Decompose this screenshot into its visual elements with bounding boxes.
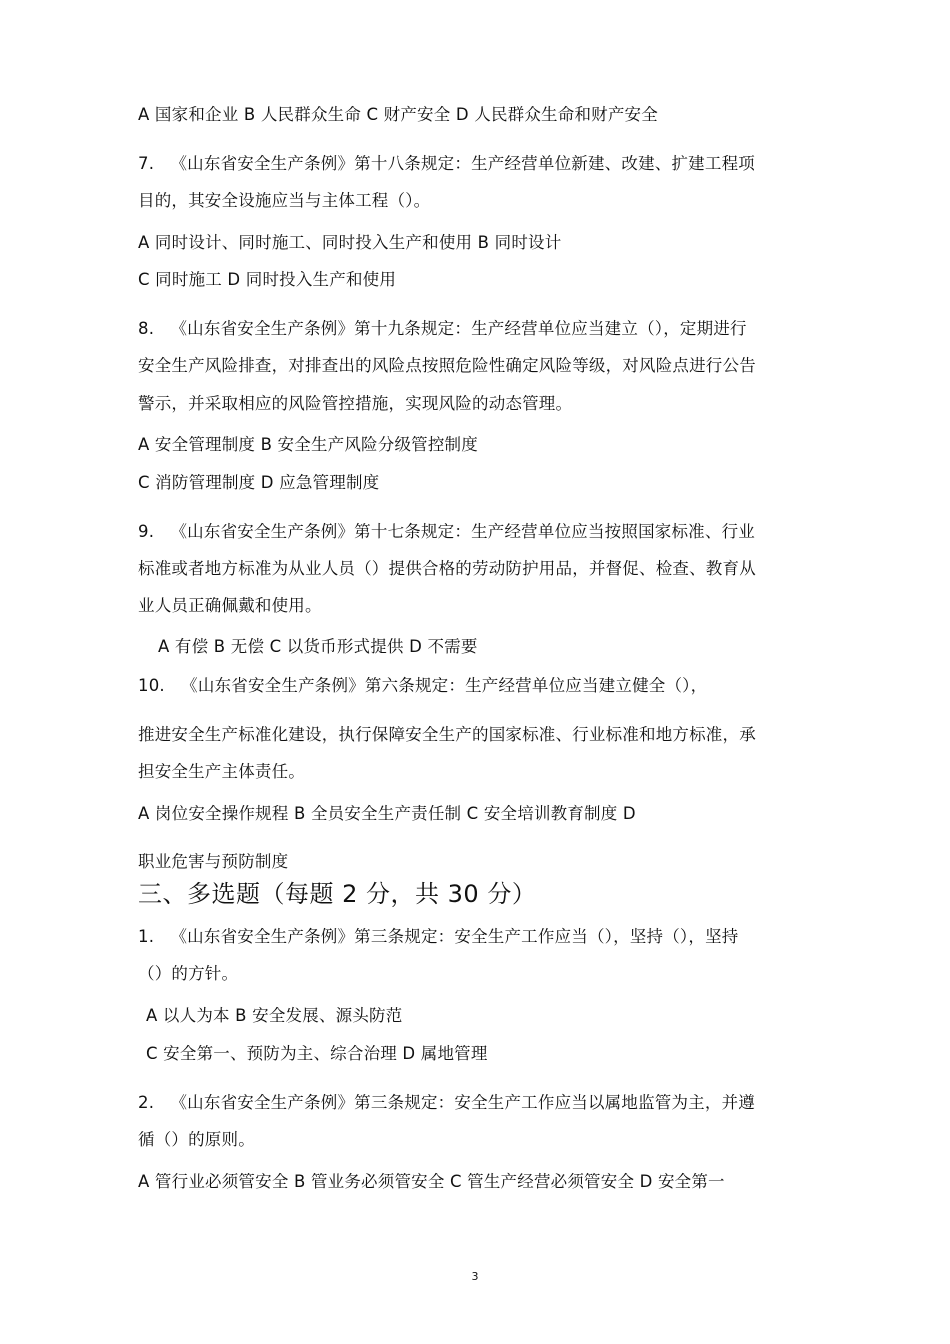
q10-stem-line-3: 担安全生产主体责任。 [138,762,305,781]
page-number: 3 [471,1270,479,1283]
q9-stem-line-2: 标准或者地方标准为从业人员（）提供合格的劳动防护用品，并督促、检查、教育从 [138,559,756,578]
q10-stem-line-2: 推进安全生产标准化建设，执行保障安全生产的国家标准、行业标准和地方标准，承 [138,725,756,744]
mc2-options: A 管行业必须管安全 B 管业务必须管安全 C 管生产经营必须管安全 D 安全第一 [138,1172,725,1191]
mc1-options-line-2: C 安全第一、预防为主、综合治理 D 属地管理 [146,1044,488,1063]
mc2-stem-line-1: 2. 《山东省安全生产条例》第三条规定：安全生产工作应当以属地监管为主，并遵 [138,1093,755,1112]
q6-options: A 国家和企业 B 人民群众生命 C 财产安全 D 人民群众生命和财产安全 [138,105,658,124]
q8-stem-line-2: 安全生产风险排查，对排查出的风险点按照危险性确定风险等级，对风险点进行公告 [138,356,756,375]
mc1-stem-line-2: （）的方针。 [138,964,239,983]
q10-stem-line-1: 10. 《山东省安全生产条例》第六条规定：生产经营单位应当建立健全（）， [138,676,708,695]
q7-options-line-2: C 同时施工 D 同时投入生产和使用 [138,270,397,289]
q9-stem-line-1: 9. 《山东省安全生产条例》第十七条规定：生产经营单位应当按照国家标准、行业 [138,522,755,541]
q10-options-line-1: A 岗位安全操作规程 B 全员安全生产责任制 C 安全培训教育制度 D [138,804,636,823]
mc1-stem-line-1: 1. 《山东省安全生产条例》第三条规定：安全生产工作应当（），坚持（），坚持 [138,927,739,946]
q10-options-line-2: 职业危害与预防制度 [138,852,289,871]
q7-stem-line-1: 7. 《山东省安全生产条例》第十八条规定：生产经营单位新建、改建、扩建工程项 [138,154,755,173]
mc1-options-line-1: A 以人为本 B 安全发展、源头防范 [146,1006,403,1025]
q8-options-line-2: C 消防管理制度 D 应急管理制度 [138,473,380,492]
q8-stem-line-1: 8. 《山东省安全生产条例》第十九条规定：生产经营单位应当建立（），定期进行 [138,319,747,338]
q7-stem-line-2: 目的，其安全设施应当与主体工程（）。 [138,191,431,210]
q9-stem-line-3: 业人员正确佩戴和使用。 [138,596,322,615]
q8-stem-line-3: 警示，并采取相应的风险管控措施，实现风险的动态管理。 [138,394,573,413]
section-heading: 三、多选题（每题 2 分，共 30 分） [138,880,537,908]
q8-options-line-1: A 安全管理制度 B 安全生产风险分级管控制度 [138,435,478,454]
mc2-stem-line-2: 循（）的原则。 [138,1130,255,1149]
q9-options: A 有偿 B 无偿 C 以货币形式提供 D 不需要 [158,637,478,656]
q7-options-line-1: A 同时设计、同时施工、同时投入生产和使用 B 同时设计 [138,233,562,252]
